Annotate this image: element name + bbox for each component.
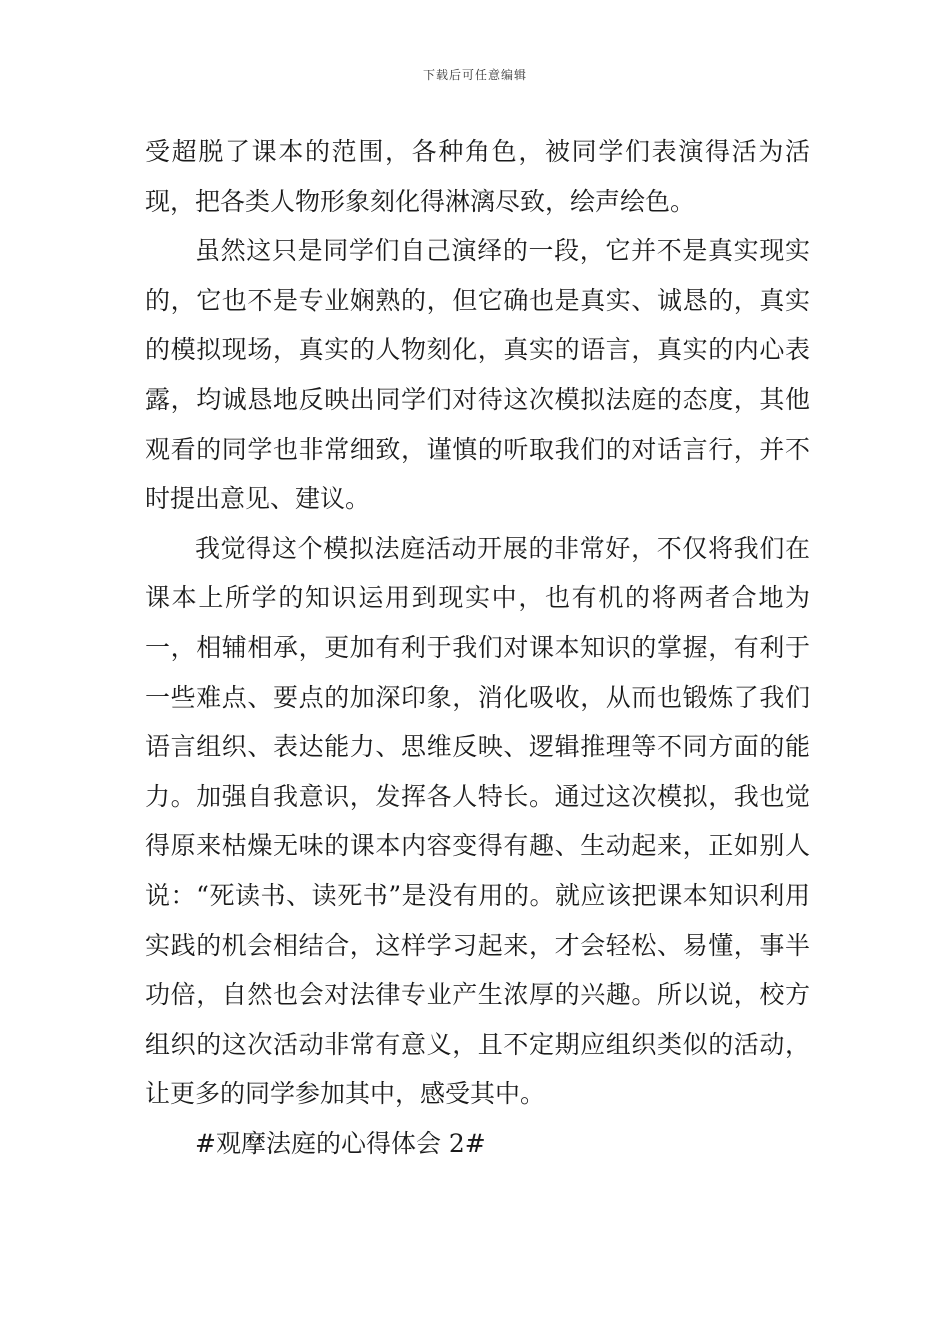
page-header-note: 下载后可任意编辑 — [422, 68, 527, 82]
paragraph: 虽然这只是同学们自己演绎的一段，它并不是真实现实的，它也不是专业娴熟的，但它确也是真实、诚恳的，真实的模拟现场，真实的人物刻化，真实的语言，真实的内心表露，均诚恳地反映出同学们对待这次模拟法庭的态度，其他观看的同学也非常细致，谨慎的听取我们的对话言行，并不时提出意见、建议。 — [145, 236, 810, 514]
document-body — [145, 127, 810, 1168]
paragraph-continuation: 受超脱了课本的范围，各种角色，被同学们表演得活为活现，把各类人物形象刻化得淋漓尽致，绘声绘色。 — [145, 137, 810, 216]
section-heading: #观摩法庭的心得体会 2# — [195, 1128, 486, 1158]
paragraph: 我觉得这个模拟法庭活动开展的非常好，不仅将我们在课本上所学的知识运用到现实中，也有机的将两者合地为一，相辅相承，更加有利于我们对课本知识的掌握，有利于一些难点、要点的加深印象，消化吸收，从而也锻炼了我们语言组织、表达能力、思维反映、逻辑推理等不同方面的能力。加强自我意识，发挥各人特长。通过这次模拟，我也觉得原来枯燥无味的课本内容变得有趣、生动起来，正如别人说：“死读书、读死书”是没有用的。就应该把课本知识利用实践的机会相结合，这样学习起来，才会轻松、易懂，事半功倍，自然也会对法律专业产生浓厚的兴趣。所以说，校方组织的这次活动非常有意义，且不定期应组织类似的活动，让更多的同学参加其中，感受其中。 — [145, 533, 810, 1109]
